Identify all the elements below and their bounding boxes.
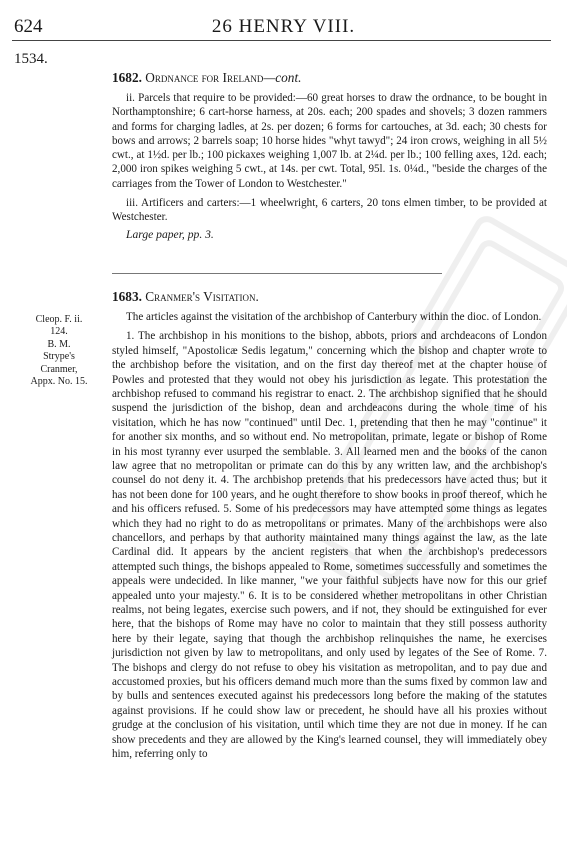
margin-ref-line: Cleop. F. ii.: [35, 314, 83, 325]
entry-1683: [112, 289, 547, 761]
entry-continued: —cont.: [263, 70, 302, 85]
entry-body: 1. The archbishop in his monitions to the bishop, abbots, priors and archdeacons of London styled himself, "Apostolicæ Sedis legatum," concerning which the bishop and chapter wrote to the archbishop before the visitation, and on the first day thereof met at the chapter house of Powles and protested that they would not obey his jurisdiction as legate. This protestation the archbishop refused to command his registrar to enact. 2. The archbishop signified that he should suspend the jurisdiction of the bishop, dean and archdeacons during the whole time of his visitation, which he has now "continued" until Dec. 1, pretending that then he may "continue" it for another six months, and so without end. No metropolitan, primate, legate or bishop of Rome in his most tyranny ever usurped the semblable. 3. All learned men and the books of the canon law agree that no metropolitan or primate can do this by any written law, and the archbishop's counsel do not deny it. 4. The archbishop pretends that his predecessors have acted thus; but it has not been done for 100 years, and he ought therefore to show books in proof thereof, which he and his officers refused. 5. Some of his predecessors may have attempted some things as legates which they had no right to do as metropolitans or primates. Many of the archbishops were also chancellors, and perhaps by that authority maintained many things against the law, as the late Cardinal did. It appears by the ancient registers that when the archbishop's predecessors attempted such things, the bishops appealed to Rome, sometimes successfully and sometimes the appeals were undecided. In like manner, "we your faithful subjects have now for this our grief appealed unto your majesty." 6. It is to be considered whether metropolitans in other Christian realms, not being legates, exercise such powers, and if not, they should be extinguished for ever here, that the bishops of Rome may have no color to maintain that they still possess authority here by their legate, saying that though the archbishop relinquishes the name, he exercises jurisdiction not given by law to metropolitans, and only used by legates of the See of Rome. 7. The bishops and clergy do not refuse to obey his visitation as metropolitan, and to pay due and accustomed proxies, but his officers demand much more than the sums fixed by common law and by bulls and sentences executed against his predecessors long before the making of the statutes against provisions. If he could show law or precedent, he should have all his proxies without grudge at the conclusion of his visitation, until which time they are not due in money. If he can show precedents and they are allowed by the King's learned counsel, they will immediately obey him, referring only to: [112, 330, 547, 761]
source-note: Large paper, pp. 3.: [126, 227, 214, 241]
paragraph-iii: iii. Artificers and carters:—1 wheelwright, 6 carters, 20 tons elmen timber, to be provided at Westchester.: [112, 197, 547, 224]
header-rule: [12, 40, 551, 41]
margin-ref-line: Strype's: [43, 351, 75, 363]
entry-title: Ordnance for Ireland: [145, 70, 264, 85]
margin-ref-line: Cranmer,: [40, 363, 78, 375]
entry-number: 1683.: [112, 289, 142, 304]
entry-number: 1682.: [112, 70, 142, 85]
entry-1682: [112, 70, 547, 241]
paragraph-ii: ii. Parcels that require to be provided:—60 great horses to draw the ordnance, to be bought in Northamptonshire; 6 cart-horse harness, at 20s. each; 200 spades and shovels; 3 dozen rammers and forms for charging ladles, at 2s. per dozen; 6 forms for cartouches, at 3d. each; 30 chests for bows and arrows; 2 barrels soap; 10 horse hides "whyt tawyd"; 24 iron crows, weighing in all 5½ cwt., at 1½d. per lb.; 100 pickaxes weighing 1,007 lb. at 2¼d. per lb.; 100 felling axes, 12d. each; 2,000 iron spikes weighing 5 cwt., at 14s. per cwt. Total, 95l. 1s. 0¼d., "beside the charges of the carriages from the Tower of London to Westchester.": [112, 92, 547, 190]
page-number: 624: [14, 16, 43, 37]
margin-ref-line: B. M.: [47, 338, 71, 350]
running-title: 26 HENRY VIII.: [211, 16, 356, 37]
entry-title: Cranmer's Visitation.: [145, 289, 259, 304]
page-header: [14, 16, 553, 38]
margin-ref-line: Appx. No. 15.: [30, 376, 88, 388]
margin-references: [10, 314, 108, 388]
entry-1683-heading: [112, 289, 547, 305]
entry-1682-heading: [112, 70, 547, 86]
entry-intro: The articles against the visitation of the archbishop of Canterbury within the dioc. of London.: [126, 311, 542, 323]
year-label: 1534.: [14, 51, 48, 67]
margin-ref-line: 124.: [50, 326, 68, 338]
entry-separator: [112, 273, 442, 274]
